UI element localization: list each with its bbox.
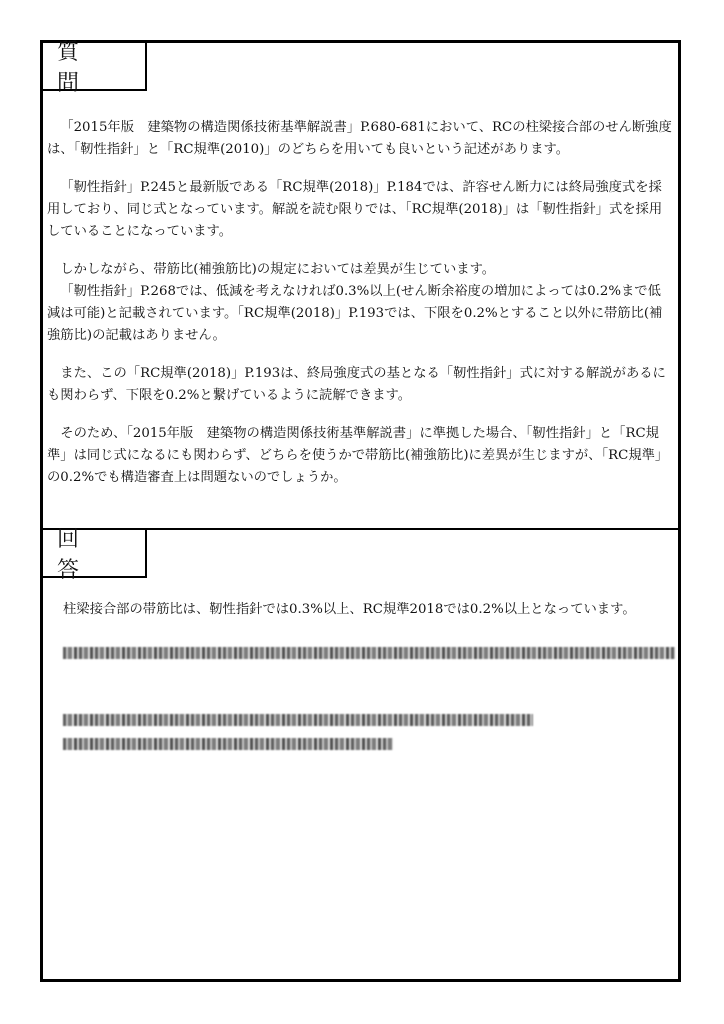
question-body xyxy=(47,117,674,505)
question-paragraph-1: 「2015年版 建築物の構造関係技術基準解説書」P.680-681において、RCの柱梁接合部のせん断強度は、「靭性指針」と「RC規準(2010)」のどちらを用いても良いという記述があります。 xyxy=(47,120,672,157)
answer-line-1: 柱梁接合部の帯筋比は、靭性指針では0.3%以上、RC規準2018では0.2%以上となっています。 xyxy=(63,602,636,617)
redacted-answer-line-2 xyxy=(63,714,533,726)
redacted-answer-line-3 xyxy=(63,738,393,750)
redacted-answer-line-1 xyxy=(63,647,675,659)
answer-label: 回 答 xyxy=(43,530,147,578)
question-paragraph-5: また、この「RC規準(2018)」P.193は、終局強度式の基となる「靭性指針」式に対する解説があるにも関わらず、下限を0.2%と繋げているように読解できます。 xyxy=(47,366,666,403)
question-paragraph-2: 「靭性指針」P.245と最新版である「RC規準(2018)」P.184では、許容せん断力には終局強度式を採用しており、同じ式となっています。解説を読む限りでは、「RC規準(2018)」は「靭性指針」式を採用していることになっています。 xyxy=(47,180,663,239)
question-paragraph-6: そのため、「2015年版 建築物の構造関係技術基準解説書」に準拠した場合、「靭性指針」と「RC規準」は同じ式になるにも関わらず、どちらを使うかで帯筋比(補強筋比)に差異が生じますが、「RC規準」の0.2%でも構造審査上は問題ないのでしょうか。 xyxy=(47,426,669,485)
question-paragraph-3: しかしながら、帯筋比(補強筋比)の規定においては差異が生じています。 xyxy=(60,262,496,277)
question-label: 質 問 xyxy=(43,43,147,91)
qa-frame xyxy=(40,40,681,982)
question-paragraph-4: 「靭性指針」P.268では、低減を考えなければ0.3%以上(せん断余裕度の増加によっては0.2%まで低減は可能)と記載されています。「RC規準(2018)」P.193では、下限を0.2%とすること以外に帯筋比(補強筋比)の記載はありません。 xyxy=(47,284,663,343)
